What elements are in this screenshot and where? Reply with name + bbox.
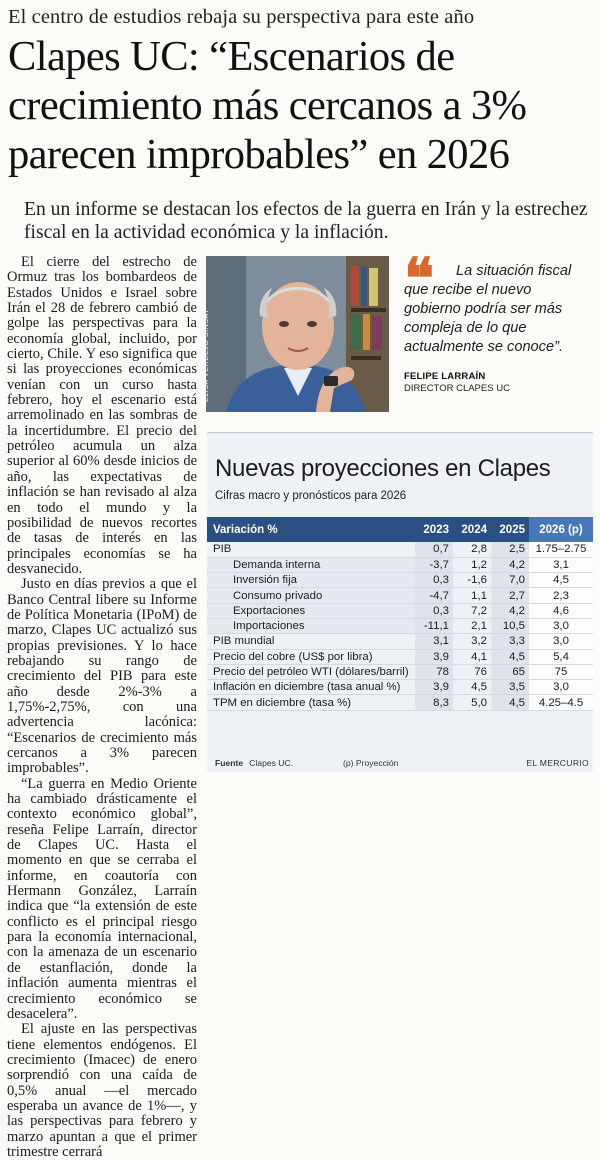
- projections-table: [207, 517, 593, 711]
- row-label: Consumo privado: [207, 588, 415, 603]
- table-cell: -4,7: [415, 588, 453, 603]
- table-header-row: [207, 517, 593, 542]
- table-cell: 1,2: [453, 557, 491, 572]
- table-cell: 1,1: [453, 588, 491, 603]
- table-row: [207, 634, 593, 649]
- row-label: Precio del petróleo WTI (dólares/barril): [207, 664, 415, 679]
- photo-credit: ELISA VERDEJO SINSAY: [203, 308, 210, 402]
- table-title: Nuevas proyecciones en Clapes: [215, 455, 551, 482]
- table-cell: 7,0: [491, 573, 529, 588]
- row-label: Precio del cobre (US$ por libra): [207, 649, 415, 664]
- table-cell: 75: [529, 664, 593, 679]
- row-label: PIB mundial: [207, 634, 415, 649]
- quote-text: La situación fiscal que recibe el nuevo gobierno podría ser más compleja de lo que actualmente se conoce”.: [404, 263, 572, 355]
- table-subtitle: Cifras macro y pronósticos para 2026: [215, 490, 407, 502]
- projection-note: (p) Proyección: [343, 758, 399, 768]
- table-cell: 4.25–4.5: [529, 695, 593, 710]
- table-cell: -11,1: [415, 618, 453, 633]
- table-cell: 4,2: [491, 557, 529, 572]
- table-cell: 3,0: [529, 634, 593, 649]
- headline: Clapes UC: “Escenarios de crecimiento más cercanos a 3% parecen improbables” en 2026: [8, 33, 527, 178]
- table-row: [207, 695, 593, 710]
- table-cell: 5,4: [529, 649, 593, 664]
- table-row: [207, 573, 593, 588]
- table-cell: 10,5: [491, 618, 529, 633]
- source-value: Clapes UC.: [249, 758, 294, 768]
- pull-quote: [404, 249, 592, 394]
- table-cell: -1,6: [453, 573, 491, 588]
- table-cell: 2,3: [529, 588, 593, 603]
- table-cell: 4,5: [529, 573, 593, 588]
- table-cell: 3,1: [529, 557, 593, 572]
- table-cell: 4,1: [453, 649, 491, 664]
- body-paragraph: El cierre del estrecho de Ormuz tras los bombardeos de Estados Unidos e Israel sobre Irán el 28 de febrero cambió de golpe las perspectivas para la economía global, incluido, por cierto, Chile. Y eso significa que si las proyecciones económicas venían con un curso hasta febrero, hoy el escenario está arremolinado en las sombras de la incertidumbre. El precio del petróleo acumula un alza superior al 60% desde inicios de año, las expectativas de inflación se han revisado al alza en todo el mundo y la posibilidad de nuevos recortes de tasas de interés en las principales economías se ha desvanecido.: [7, 254, 197, 577]
- table-row: [207, 680, 593, 695]
- body-paragraph: El ajuste en las perspectivas tiene elementos endógenos. El crecimiento (Imacec) de enero sorprendió con una caída de 0,5% anual —el mercado esperaba un avance de 1%—, y las perspectivas para febrero y marzo apuntan a que el primer trimestre cerrará: [7, 1021, 197, 1160]
- quote-mark-icon: ❝: [404, 249, 435, 311]
- table-cell: 3,1: [415, 634, 453, 649]
- table-cell: 0,7: [415, 542, 453, 557]
- row-label: Demanda interna: [207, 557, 415, 572]
- table-cell: 2,1: [453, 618, 491, 633]
- table-cell: 4,5: [491, 649, 529, 664]
- table-cell: 4,2: [491, 603, 529, 618]
- table-cell: 3,3: [491, 634, 529, 649]
- body-column-1: [7, 255, 197, 1160]
- row-label: Exportaciones: [207, 603, 415, 618]
- table-row: [207, 603, 593, 618]
- table-footer: [215, 758, 593, 768]
- table-row: [207, 649, 593, 664]
- table-cell: 8,3: [415, 695, 453, 710]
- column-header: 2026 (p): [529, 517, 593, 542]
- portrait-illustration: [206, 256, 389, 412]
- body-paragraph: Justo en días previos a que el Banco Central libere su Informe de Política Monetaria (IPoM) de marzo, Clapes UC actualizó sus propias previsiones. Y lo hace rebajando su rango de crecimiento del PIB para este año desde 2%-3% a 1,75%-2,75%, con una advertencia lacónica: “Escenarios de crecimiento más cercanos a 3% parecen improbables”.: [7, 576, 197, 777]
- table-cell: 0,3: [415, 573, 453, 588]
- column-header: 2024: [453, 517, 491, 542]
- table-cell: 3,9: [415, 680, 453, 695]
- column-header: 2023: [415, 517, 453, 542]
- table-cell: 0,3: [415, 603, 453, 618]
- table-cell: 2,8: [453, 542, 491, 557]
- table-cell: 78: [415, 664, 453, 679]
- table-cell: 4,6: [529, 603, 593, 618]
- table-cell: 2,5: [491, 542, 529, 557]
- table-row: [207, 557, 593, 572]
- source-label: Fuente: [215, 758, 244, 768]
- table-cell: 3,9: [415, 649, 453, 664]
- table-cell: 3,0: [529, 680, 593, 695]
- table-cell: -3,7: [415, 557, 453, 572]
- row-label: Inversión fija: [207, 573, 415, 588]
- table-cell: 2,7: [491, 588, 529, 603]
- table-row: [207, 618, 593, 633]
- row-label: TPM en diciembre (tasa %): [207, 695, 415, 710]
- column-header: 2025: [491, 517, 529, 542]
- quote-author-role: DIRECTOR CLAPES UC: [404, 383, 510, 394]
- projections-table-box: [207, 432, 593, 772]
- table-cell: 4,5: [491, 695, 529, 710]
- row-label: Importaciones: [207, 618, 415, 633]
- column-header: Variación %: [207, 517, 415, 542]
- table-cell: 3,5: [491, 680, 529, 695]
- table-cell: 5,0: [453, 695, 491, 710]
- table-cell: 7,2: [453, 603, 491, 618]
- quote-author: FELIPE LARRAÍN: [404, 371, 486, 382]
- table-row: [207, 664, 593, 679]
- row-label: Inflación en diciembre (tasa anual %): [207, 680, 415, 695]
- table-cell: 3,0: [529, 618, 593, 633]
- portrait-photo: [206, 256, 389, 412]
- table-cell: 4,5: [453, 680, 491, 695]
- table-cell: 3,2: [453, 634, 491, 649]
- table-cell: 76: [453, 664, 491, 679]
- table-cell: 65: [491, 664, 529, 679]
- publisher-name: EL MERCURIO: [526, 758, 589, 768]
- row-label: PIB: [207, 542, 415, 557]
- kicker: El centro de estudios rebaja su perspectiva para este año: [8, 6, 475, 28]
- table-row: [207, 588, 593, 603]
- lead-paragraph: En un informe se destacan los efectos de la guerra en Irán y la estrechez fiscal en la actividad económica y la inflación.: [24, 199, 588, 243]
- table-cell: 1.75–2.75: [529, 542, 593, 557]
- table-row: [207, 542, 593, 557]
- body-paragraph: “La guerra en Medio Oriente ha cambiado drásticamente el contexto económico global”, reseña Felipe Larraín, director de Clapes UC. Hasta el momento en que se cerraba el informe, en coautoría con Hermann González, Larraín indica que “la extensión de este conflicto es el principal riesgo para la economía internacional, con la amenaza de un escenario de estanflación, donde la inflación aumenta mientras el crecimiento económico se desacelera”.: [7, 775, 197, 1022]
